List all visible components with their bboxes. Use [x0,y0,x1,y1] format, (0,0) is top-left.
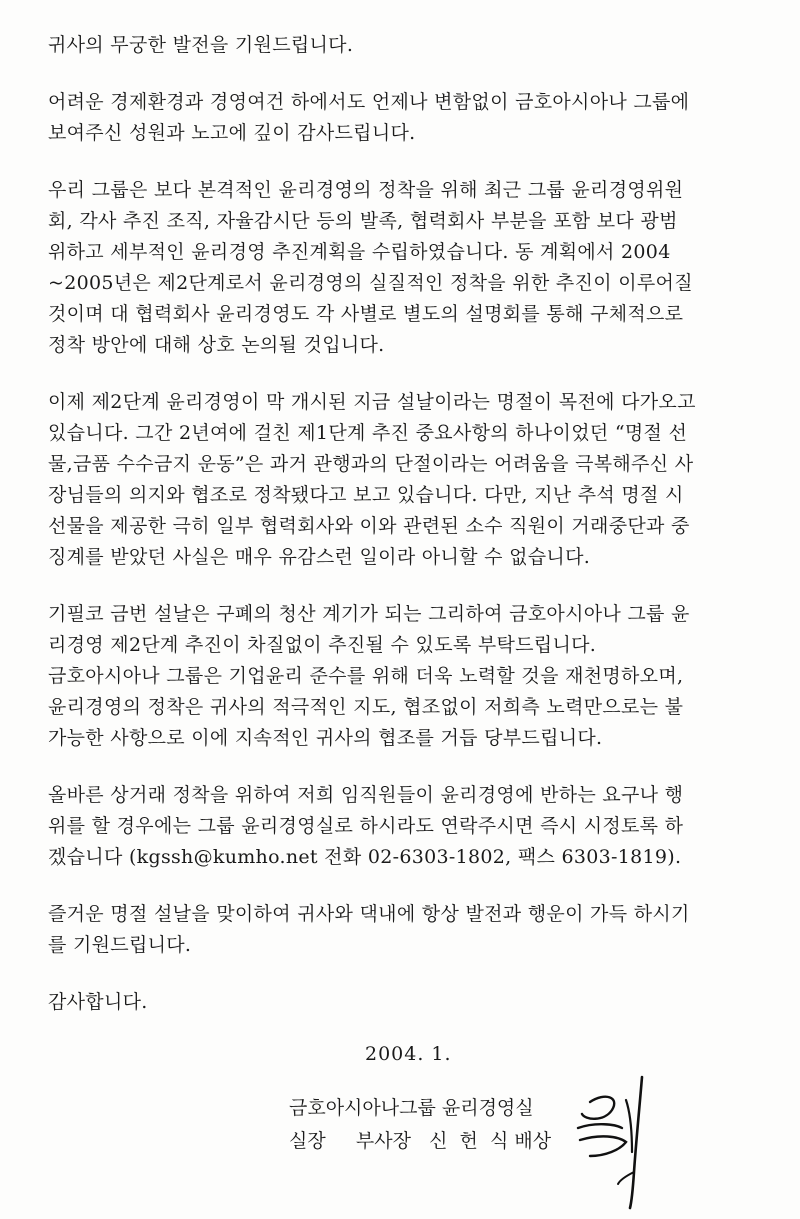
closing-paragraph: 감사합니다. [48,991,148,1013]
handwritten-signature [560,1072,670,1212]
sender-block [289,1092,551,1158]
letter-date: 2004. 1. [365,1043,452,1065]
letter-body [48,30,764,1044]
sender-title-name: 실장 부사장 신 헌 식 배상 [289,1130,552,1152]
thanks-paragraph: 어려운 경제환경과 경영여건 하에서도 언제나 변함없이 금호아시아나 그룹에 보여주신 성원과 노고에 깊이 감사드립니다. [48,91,690,144]
wishes-paragraph: 즐거운 명절 설날을 맞이하여 귀사와 댁내에 항상 발전과 행운이 가득 하시기 를 기원드립니다. [48,903,690,956]
sender-organization: 금호아시아나그룹 윤리경영실 [289,1097,534,1119]
commitment-paragraph: 금호아시아나 그룹은 기업윤리 준수를 위해 더욱 노력할 것을 재천명하오며, 윤리경영의 정착은 귀사의 적극적인 지도, 협조없이 저희측 노력만으로는 불 가능한 사항으로 이에 지속적인 귀사의 협조를 거듭 당부드립니다. [48,665,684,749]
greeting-paragraph: 귀사의 무궁한 발전을 기원드립니다. [48,34,354,56]
ethics-plan-paragraph: 우리 그룹은 보다 본격적인 윤리경영의 정착을 위해 최근 그룹 윤리경영위원 회, 각사 추진 조직, 자율감시단 등의 발족, 협력회사 부분을 포함 보다 광범 위하고 세부적인 윤리경영 추진계획을 수립하였습니다. 동 계획에서 2004 ~2005년은 제2단계로서 윤리경영의 실질적인 정착을 위한 추진이 이루어질 것이며 대 협력회사 윤리경영도 각 사별로 별도의 설명회를 통해 구체적으로 정착 방안에 대해 상호 논의될 것입니다. [48,179,693,356]
request-paragraph: 기필코 금번 설날은 구폐의 청산 계기가 되는 그리하여 금호아시아나 그룹 윤 리경영 제2단계 추진이 차질없이 추진될 수 있도록 부탁드립니다. [48,603,690,656]
contact-paragraph: 올바른 상거래 정착을 위하여 저희 임직원들이 윤리경영에 반하는 요구나 행 위를 할 경우에는 그룹 윤리경영실로 하시라도 연락주시면 즉시 시정토록 하 겠습니다 (kgssh@kumho.net 전화 02-6303-1802, 팩스 6303-1819). [48,784,684,868]
holiday-gift-paragraph: 이제 제2단계 윤리경영이 막 개시된 지금 설날이라는 명절이 목전에 다가오고 있습니다. 그간 2년여에 걸친 제1단계 추진 중요사항의 하나이었던 “명절 선 물,금품 수수금지 운동”은 과거 관행과의 단절이라는 어려움을 극복해주신 사 장님들의 의지와 협조로 정착됐다고 보고 있습니다. 다만, 지난 추석 명절 시 선물을 제공한 극히 일부 협력회사와 이와 관련된 소수 직원이 거래중단과 중 징계를 받았던 사실은 매우 유감스런 일이라 아니할 수 없습니다. [48,391,696,568]
